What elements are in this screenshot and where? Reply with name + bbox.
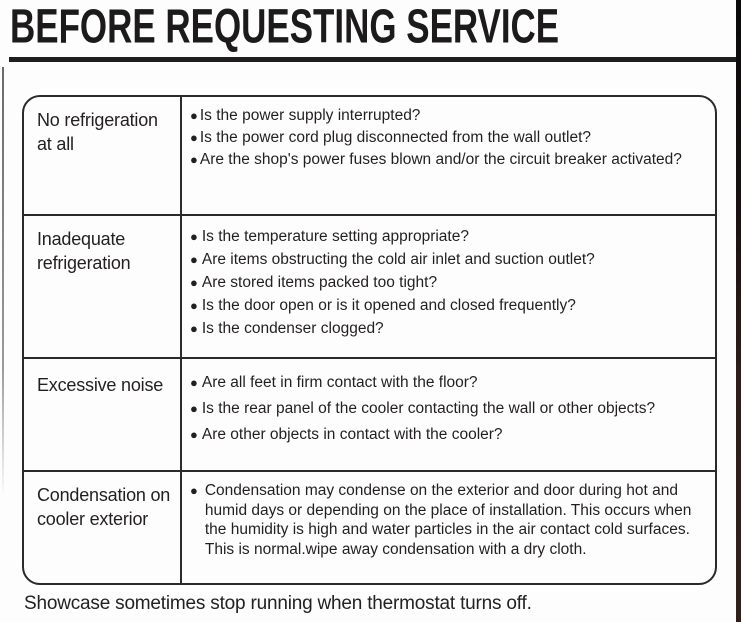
check-item [190,422,703,448]
check-item-text: Are items obstructing the cold air inlet and suction outlet? [201,251,595,268]
bullet-icon: ● [190,275,198,290]
check-item-text: Is the power supply interrupted? [199,107,421,124]
check-item-text: Is the rear panel of the cooler contacting the wall or other objects? [201,400,656,417]
page-right-edge-shadow [736,0,741,622]
check-item-text: Condensation may condense on the exterior and door during hot and humid days or depending on the place of installation. This occurs when the humidity is high and water particles in the air contact cold surfaces. This is normal.wipe away condensation with a dry cloth. [204,482,692,558]
bullet-icon: ● [190,252,198,267]
checks-cell [182,359,715,470]
check-item [190,271,703,294]
check-item-text: Are other objects in contact with the cooler? [201,426,503,443]
check-item-text: Is the temperature setting appropriate? [201,228,469,245]
table-row [24,357,715,470]
check-item [190,248,703,271]
bullet-icon: ● [190,152,198,167]
bullet-icon: ● [190,298,198,313]
checks-cell [182,216,715,357]
check-item [190,105,703,127]
page-title: BEFORE REQUESTING SERVICE [10,0,560,54]
check-item [190,396,703,422]
check-item [190,225,703,248]
check-item-text: Is the power cord plug disconnected from the wall outlet? [199,129,592,146]
check-item-text: Is the door open or is it opened and closed frequently? [201,297,576,314]
check-item-text: Is the condenser clogged? [201,320,384,337]
title-rule [9,57,737,62]
check-item-text: Are the shop's power fuses blown and/or the circuit breaker activated? [199,151,682,168]
checks-cell [182,472,715,583]
check-item [190,149,703,171]
check-item [190,481,703,559]
table-row [24,470,715,583]
table-row [24,214,715,357]
checks-cell [182,97,715,214]
check-item-text: Are all feet in firm contact with the floor? [201,374,478,391]
bullet-icon: ● [190,483,198,498]
bullet-icon: ● [190,229,198,244]
check-item [190,294,703,317]
bullet-icon: ● [190,401,198,416]
footnote: Showcase sometimes stop running when thermostat turns off. [24,593,532,614]
symptom-cell: Condensation on cooler exterior [24,472,182,583]
check-item [190,317,703,340]
symptom-cell: Excessive noise [24,359,182,470]
bullet-icon: ● [190,321,198,336]
bullet-icon: ● [190,427,198,442]
troubleshooting-table [22,95,717,585]
table-row [24,97,715,214]
bullet-icon: ● [190,375,198,390]
page-left-edge-line [2,67,4,497]
bullet-icon: ● [190,108,198,123]
check-item [190,370,703,396]
check-item [190,127,703,149]
check-item-text: Are stored items packed too tight? [201,274,438,291]
bullet-icon: ● [190,130,198,145]
symptom-cell: No refrigeration at all [24,97,182,214]
symptom-cell: Inadequate refrigeration [24,216,182,357]
